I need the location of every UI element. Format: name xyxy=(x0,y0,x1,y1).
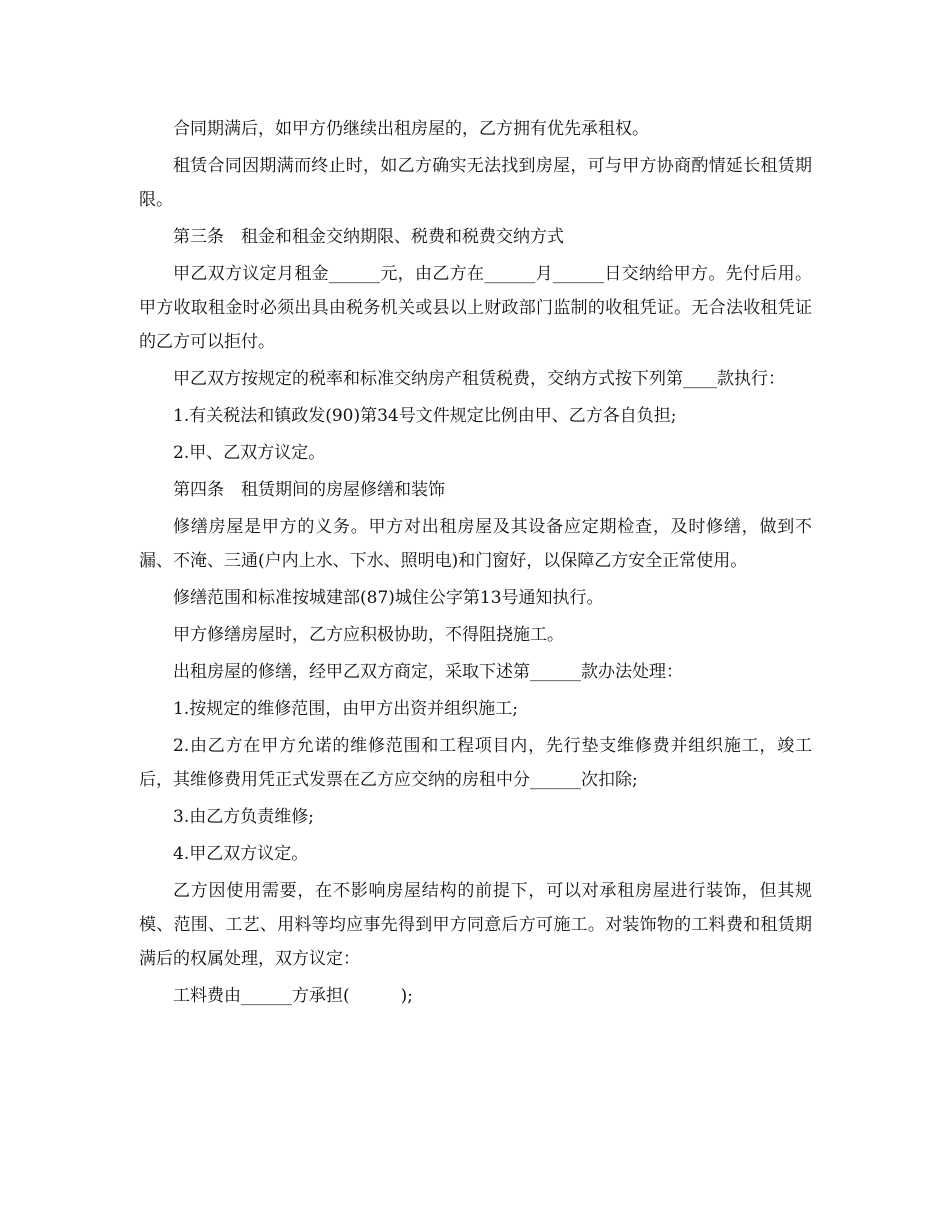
list-item: 4.甲乙双方议定。 xyxy=(173,844,309,864)
list-item: 1.有关税法和镇政发(90)第34号文件规定比例由甲、乙方各自负担; xyxy=(173,406,677,426)
paragraph: 甲方修缮房屋时，乙方应积极协助，不得阻挠施工。 xyxy=(173,625,564,645)
paragraph: 甲乙双方按规定的税率和标准交纳房产租赁税费，交纳方式按下列第____款执行： xyxy=(173,369,785,389)
paragraph: 修缮范围和标准按城建部(87)城住公字第13号通知执行。 xyxy=(173,588,604,608)
paragraph: 出租房屋的修缮，经甲乙双方商定，采取下述第______款办法处理： xyxy=(173,662,683,682)
section-heading: 第四条 租赁期间的房屋修缮和装饰 xyxy=(173,480,445,500)
list-item: 2.甲、乙双方议定。 xyxy=(173,443,326,463)
section-heading: 第三条 租金和租金交纳期限、税费和税费交纳方式 xyxy=(173,227,564,247)
list-item: 3.由乙方负责维修; xyxy=(173,807,314,827)
paragraph: 合同期满后，如甲方仍继续出租房屋的，乙方拥有优先承租权。 xyxy=(173,119,649,139)
paragraph: 修缮房屋是甲方的义务。甲方对出租房屋及其设备应定期检查，及时修缮，做到不漏、不淹、三通(户内上水、下水、照明电)和门窗好，以保障乙方安全正常使用。 xyxy=(139,517,812,571)
list-item: 2.由乙方在甲方允诺的维修范围和工程项目内，先行垫支维修费并组织施工，竣工后，其维修费用凭正式发票在乙方应交纳的房租中分______次扣除; xyxy=(139,736,812,790)
paragraph: 甲乙双方议定月租金______元，由乙方在______月______日交纳给甲方。先付后用。甲方收取租金时必须出具由税务机关或县以上财政部门监制的收租凭证。无合法收租凭证的乙方可以拒付。 xyxy=(139,264,812,352)
paragraph: 工料费由______方承担( ); xyxy=(173,986,413,1006)
paragraph: 租赁合同因期满而终止时，如乙方确实无法找到房屋，可与甲方协商酌情延长租赁期限。 xyxy=(139,156,812,210)
paragraph: 乙方因使用需要，在不影响房屋结构的前提下，可以对承租房屋进行装饰，但其规模、范围、工艺、用料等均应事先得到甲方同意后方可施工。对装饰物的工料费和租赁期满后的权属处理，双方议定： xyxy=(139,881,812,969)
list-item: 1.按规定的维修范围，由甲方出资并组织施工; xyxy=(173,699,518,719)
